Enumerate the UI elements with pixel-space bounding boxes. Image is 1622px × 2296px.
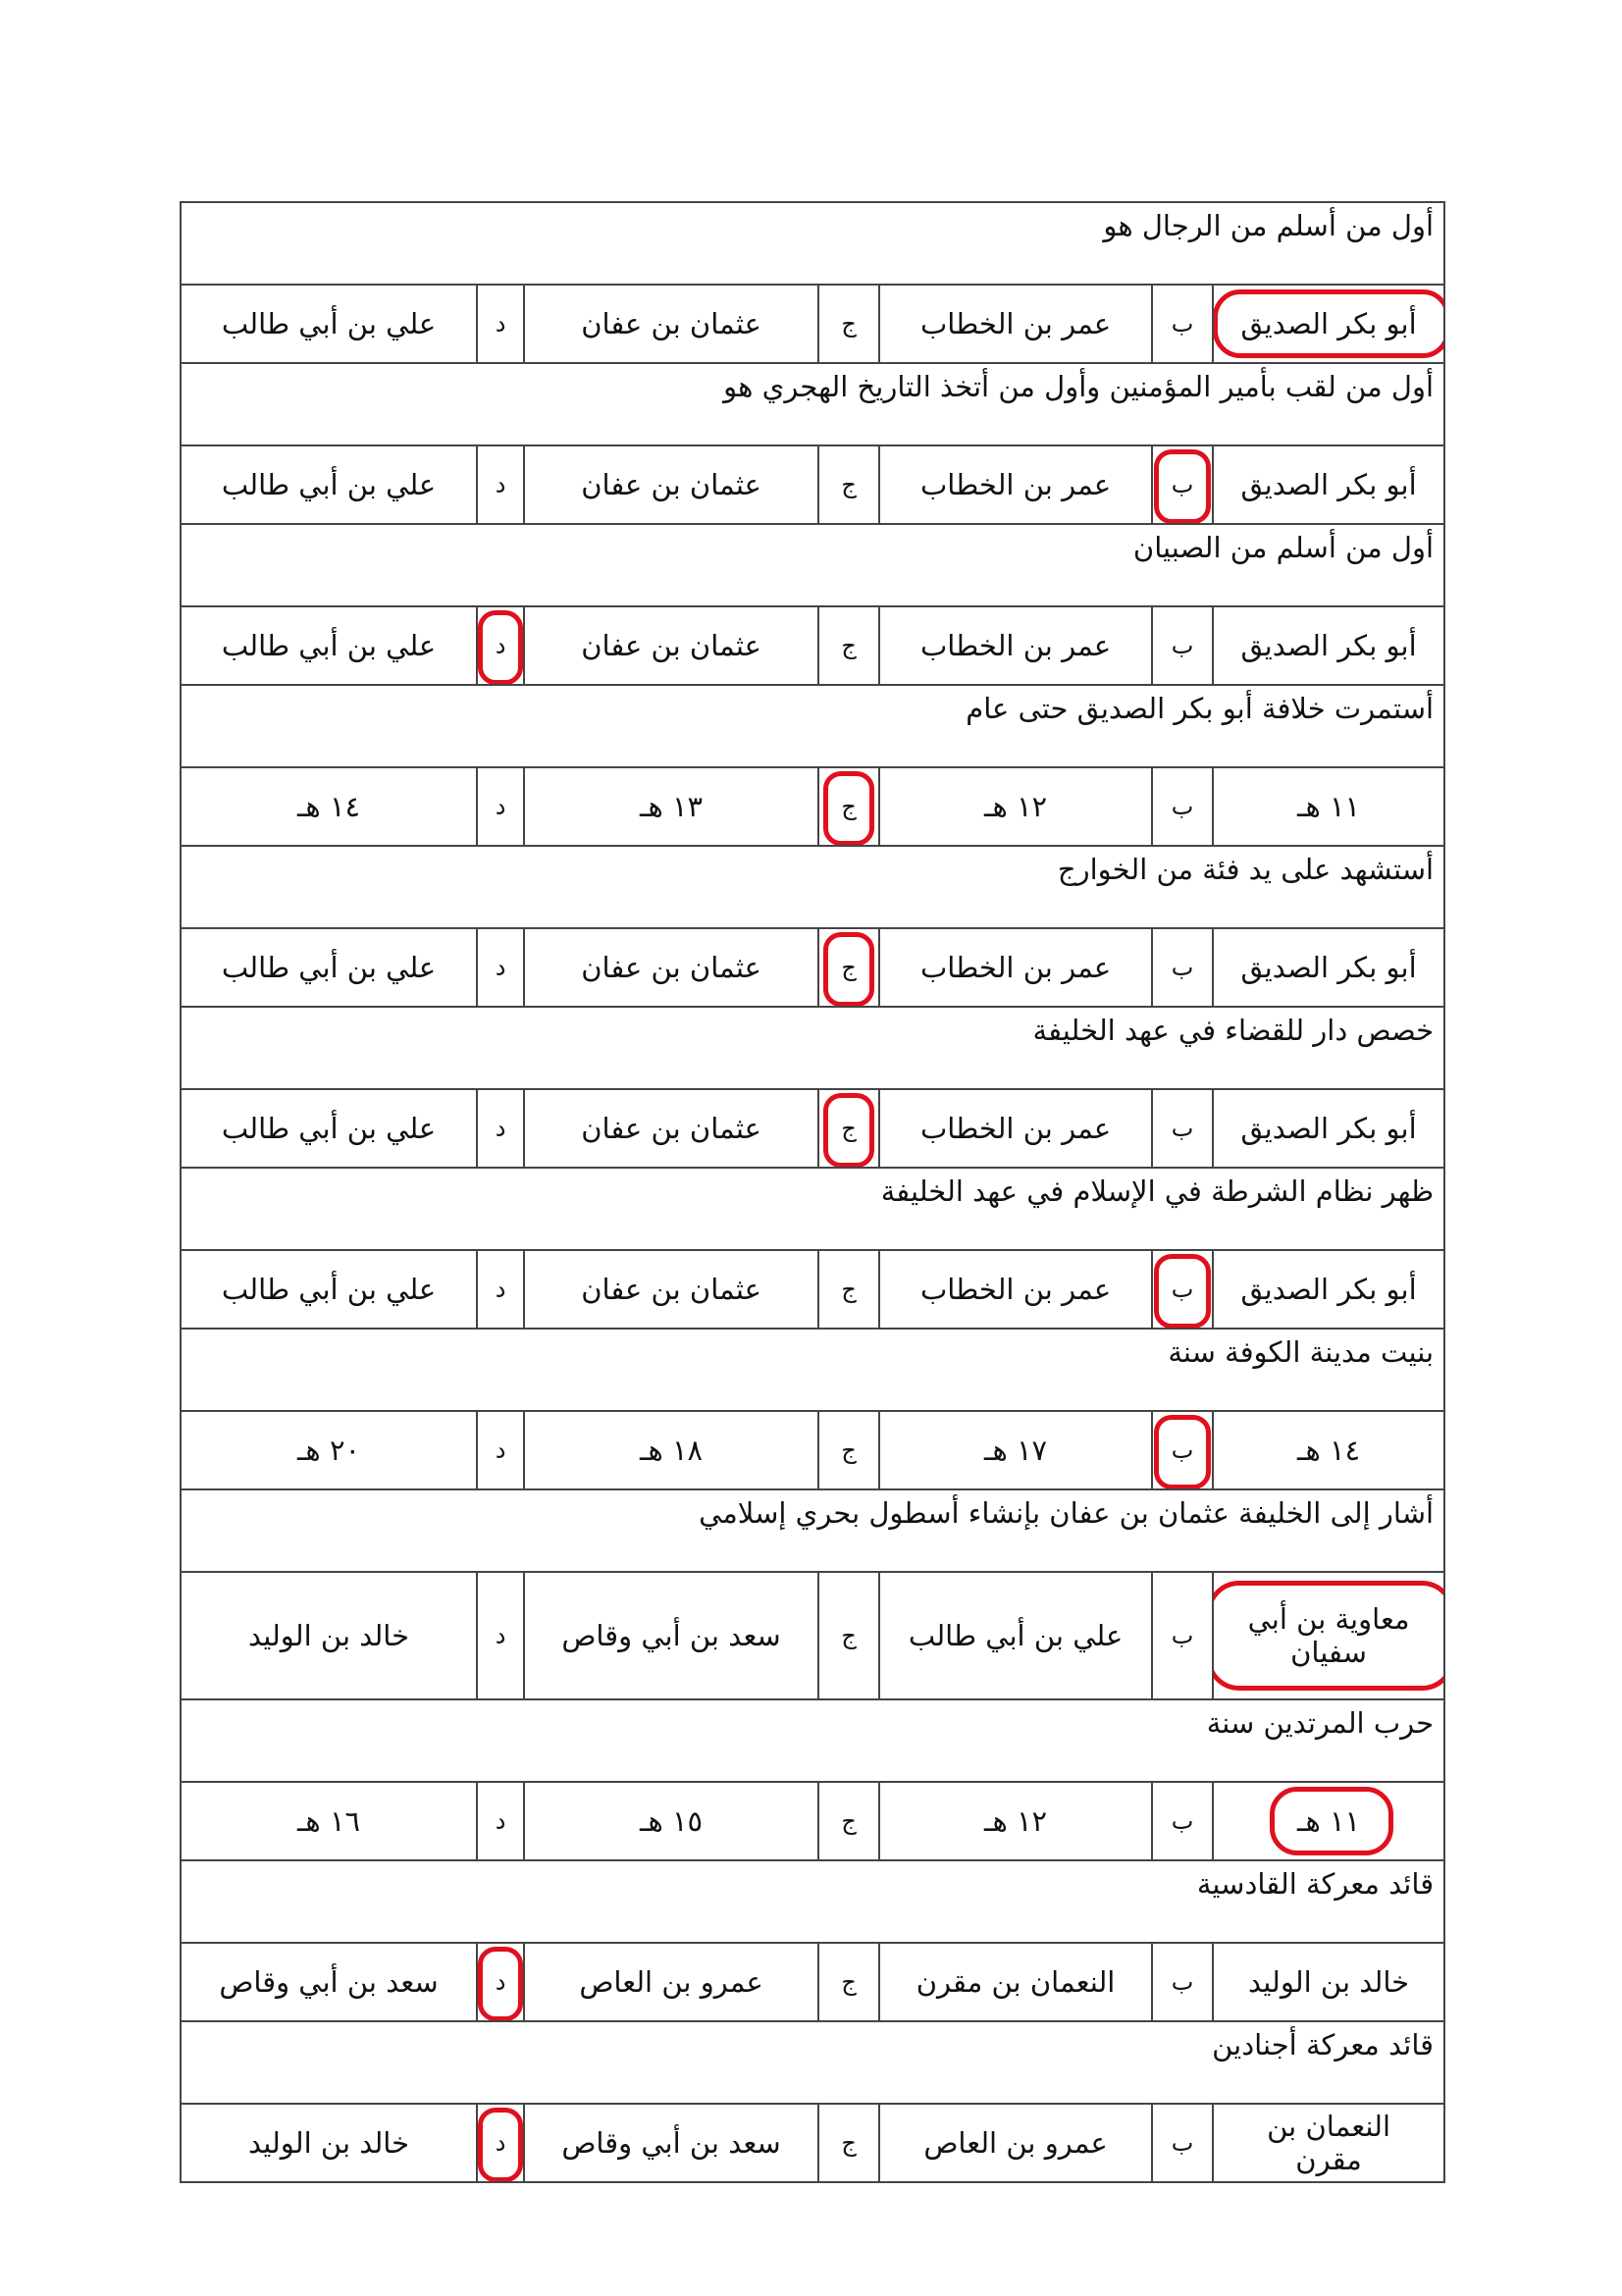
option-letter-b: ب bbox=[1171, 1115, 1194, 1142]
option-label-cell bbox=[1152, 1943, 1213, 2021]
option-label-cell bbox=[477, 445, 524, 524]
option-letter-b: ب bbox=[1171, 1807, 1194, 1835]
option-text: ١١ هـ bbox=[1296, 790, 1361, 823]
option-letter-d: د bbox=[495, 793, 506, 820]
option-letter-d: د bbox=[495, 954, 506, 981]
option-label-cell bbox=[818, 606, 879, 685]
option-d[interactable] bbox=[181, 1782, 477, 1860]
option-label-cell bbox=[1152, 445, 1213, 524]
option-text: ١٤ هـ bbox=[1296, 1434, 1361, 1467]
option-letter-c: ج bbox=[841, 1436, 857, 1464]
option-letter-b: ب bbox=[1171, 310, 1194, 338]
option-label-cell bbox=[818, 767, 879, 846]
option-b[interactable] bbox=[879, 445, 1152, 524]
option-text: خالد بن الوليد bbox=[247, 2126, 410, 2160]
option-d[interactable] bbox=[181, 2104, 477, 2182]
option-text: ١١ هـ bbox=[1291, 1804, 1366, 1838]
question-row bbox=[181, 202, 1444, 285]
option-letter-b: ب bbox=[1171, 793, 1194, 820]
option-text: عمر بن الخطاب bbox=[919, 951, 1112, 984]
question-text: أول من أسلم من الرجال هو bbox=[181, 202, 1444, 285]
option-text: علي بن أبي طالب bbox=[908, 1619, 1124, 1652]
option-text: أبو بكر الصديق bbox=[1240, 951, 1417, 984]
option-a[interactable] bbox=[1213, 767, 1444, 846]
option-letter-b: ب bbox=[1171, 1968, 1194, 1996]
option-b[interactable] bbox=[879, 767, 1152, 846]
question-row bbox=[181, 846, 1444, 928]
option-letter-d: د bbox=[495, 1115, 506, 1142]
option-label-cell bbox=[1152, 1572, 1213, 1699]
option-label-cell bbox=[818, 445, 879, 524]
option-label-cell bbox=[818, 1782, 879, 1860]
option-d[interactable] bbox=[181, 285, 477, 363]
option-text: علي بن أبي طالب bbox=[221, 1112, 437, 1145]
option-label-cell bbox=[1152, 2104, 1213, 2182]
option-text: ١٢ هـ bbox=[983, 1804, 1048, 1838]
option-letter-d: د bbox=[495, 1807, 506, 1835]
answer-row bbox=[181, 285, 1444, 363]
quiz-table bbox=[180, 201, 1445, 2183]
answer-row bbox=[181, 1782, 1444, 1860]
option-text: عثمان بن عفان bbox=[581, 629, 761, 662]
option-letter-b: ب bbox=[1171, 1622, 1194, 1649]
option-label-cell bbox=[818, 928, 879, 1007]
answer-row bbox=[181, 1943, 1444, 2021]
option-letter-d: د bbox=[495, 1622, 506, 1649]
option-label-cell bbox=[477, 1250, 524, 1329]
question-row bbox=[181, 1699, 1444, 1782]
option-a[interactable] bbox=[1213, 606, 1444, 685]
option-letter-c: ج bbox=[841, 310, 857, 338]
question-row bbox=[181, 1860, 1444, 1943]
option-label-cell bbox=[1152, 767, 1213, 846]
question-text: أول من أسلم من الصبيان bbox=[181, 524, 1444, 606]
option-c[interactable] bbox=[524, 1089, 818, 1168]
option-c[interactable] bbox=[524, 1411, 818, 1489]
option-text: علي بن أبي طالب bbox=[221, 629, 437, 662]
option-c[interactable] bbox=[524, 928, 818, 1007]
question-row bbox=[181, 2021, 1444, 2104]
option-letter-c: ج bbox=[841, 471, 857, 498]
option-label-cell bbox=[1152, 1782, 1213, 1860]
option-label-cell bbox=[1152, 1411, 1213, 1489]
option-b[interactable] bbox=[879, 1411, 1152, 1489]
question-row bbox=[181, 1329, 1444, 1411]
option-a[interactable] bbox=[1213, 1943, 1444, 2021]
answer-row bbox=[181, 1089, 1444, 1168]
question-text: حرب المرتدين سنة bbox=[181, 1699, 1444, 1782]
option-label-cell bbox=[818, 1089, 879, 1168]
option-text: أبو بكر الصديق bbox=[1240, 1273, 1417, 1306]
option-letter-c: ج bbox=[835, 1115, 863, 1142]
option-d[interactable] bbox=[181, 928, 477, 1007]
option-b[interactable] bbox=[879, 928, 1152, 1007]
option-a[interactable] bbox=[1213, 1411, 1444, 1489]
option-text: سعد بن أبي وقاص bbox=[561, 2126, 781, 2160]
question-row bbox=[181, 363, 1444, 445]
option-b[interactable] bbox=[879, 285, 1152, 363]
question-text: أستشهد على يد فئة من الخوارج bbox=[181, 846, 1444, 928]
option-letter-c: ج bbox=[841, 2129, 857, 2157]
option-d[interactable] bbox=[181, 1411, 477, 1489]
option-label-cell bbox=[818, 1943, 879, 2021]
option-letter-d: د bbox=[495, 310, 506, 338]
option-text: ١٧ هـ bbox=[983, 1434, 1048, 1467]
option-label-cell bbox=[1152, 1089, 1213, 1168]
question-text: أستمرت خلافة أبو بكر الصديق حتى عام bbox=[181, 685, 1444, 767]
option-text: ١٥ هـ bbox=[639, 1804, 704, 1838]
option-label-cell bbox=[818, 285, 879, 363]
option-letter-b: ب bbox=[1166, 1276, 1200, 1303]
option-c[interactable] bbox=[524, 445, 818, 524]
option-text: أبو بكر الصديق bbox=[1240, 629, 1417, 662]
answer-row bbox=[181, 1250, 1444, 1329]
question-text: بنيت مدينة الكوفة سنة bbox=[181, 1329, 1444, 1411]
option-text: أبو بكر الصديق bbox=[1234, 307, 1422, 340]
option-text: عثمان بن عفان bbox=[581, 307, 761, 340]
answer-row bbox=[181, 445, 1444, 524]
option-label-cell bbox=[477, 928, 524, 1007]
option-label-cell bbox=[818, 1411, 879, 1489]
option-label-cell bbox=[477, 767, 524, 846]
option-letter-c: ج bbox=[841, 632, 857, 659]
option-c[interactable] bbox=[524, 285, 818, 363]
question-text: ظهر نظام الشرطة في الإسلام في عهد الخليفة bbox=[181, 1168, 1444, 1250]
question-text: أشار إلى الخليفة عثمان بن عفان بإنشاء أسطول بحري إسلامي bbox=[181, 1489, 1444, 1572]
option-label-cell bbox=[1152, 928, 1213, 1007]
option-letter-c: ج bbox=[835, 954, 863, 981]
option-c[interactable] bbox=[524, 1250, 818, 1329]
option-letter-c: ج bbox=[841, 1276, 857, 1303]
answer-row bbox=[181, 767, 1444, 846]
option-text: علي بن أبي طالب bbox=[221, 468, 437, 501]
option-a[interactable] bbox=[1213, 1572, 1444, 1699]
option-label-cell bbox=[1152, 1250, 1213, 1329]
option-label-cell bbox=[818, 2104, 879, 2182]
question-text: خصص دار للقضاء في عهد الخليفة bbox=[181, 1007, 1444, 1089]
option-text: عمر بن الخطاب bbox=[919, 1112, 1112, 1145]
option-label-cell bbox=[477, 285, 524, 363]
option-text: خالد بن الوليد bbox=[247, 1619, 410, 1652]
option-letter-b: ب bbox=[1171, 632, 1194, 659]
option-b[interactable] bbox=[879, 1943, 1152, 2021]
option-text: النعمان بن مقرن bbox=[916, 1965, 1116, 1999]
option-text: سعد بن أبي وقاص bbox=[219, 1965, 439, 1999]
option-text: عمر بن الخطاب bbox=[919, 468, 1112, 501]
option-d[interactable] bbox=[181, 445, 477, 524]
option-text: أبو بكر الصديق bbox=[1240, 468, 1417, 501]
question-row bbox=[181, 1489, 1444, 1572]
option-text: سعد بن أبي وقاص bbox=[561, 1619, 781, 1652]
option-b[interactable] bbox=[879, 1782, 1152, 1860]
option-text: عمر بن الخطاب bbox=[919, 1273, 1112, 1306]
answer-row bbox=[181, 1572, 1444, 1699]
option-letter-d: د bbox=[490, 632, 512, 659]
option-text: علي بن أبي طالب bbox=[221, 951, 437, 984]
option-letter-c: ج bbox=[841, 1968, 857, 1996]
option-label-cell bbox=[477, 1943, 524, 2021]
option-text: ١٣ هـ bbox=[639, 790, 704, 823]
option-d[interactable] bbox=[181, 606, 477, 685]
answer-row bbox=[181, 2104, 1444, 2182]
option-label-cell bbox=[477, 1572, 524, 1699]
option-c[interactable] bbox=[524, 2104, 818, 2182]
option-text: عمر بن الخطاب bbox=[919, 629, 1112, 662]
option-label-cell bbox=[477, 1411, 524, 1489]
option-letter-b: ب bbox=[1166, 1436, 1200, 1464]
option-text: ١٢ هـ bbox=[983, 790, 1048, 823]
option-label-cell bbox=[477, 1782, 524, 1860]
option-letter-d: د bbox=[495, 1276, 506, 1303]
answer-row bbox=[181, 606, 1444, 685]
question-row bbox=[181, 685, 1444, 767]
option-letter-c: ج bbox=[835, 793, 863, 820]
option-b[interactable] bbox=[879, 1250, 1152, 1329]
option-d[interactable] bbox=[181, 767, 477, 846]
option-text: ١٨ هـ bbox=[639, 1434, 704, 1467]
option-a[interactable] bbox=[1213, 1250, 1444, 1329]
question-text: أول من لقب بأمير المؤمنين وأول من أتخذ التاريخ الهجري هو bbox=[181, 363, 1444, 445]
option-text: علي بن أبي طالب bbox=[221, 307, 437, 340]
option-label-cell bbox=[477, 1089, 524, 1168]
option-d[interactable] bbox=[181, 1089, 477, 1168]
option-label-cell bbox=[818, 1572, 879, 1699]
option-text: عمرو بن العاص bbox=[579, 1965, 763, 1999]
option-label-cell bbox=[1152, 606, 1213, 685]
option-text: عمر بن الخطاب bbox=[919, 307, 1112, 340]
option-label-cell bbox=[1152, 285, 1213, 363]
option-letter-d: د bbox=[490, 2129, 512, 2157]
option-label-cell bbox=[818, 1250, 879, 1329]
option-letter-d: د bbox=[495, 1436, 506, 1464]
question-row bbox=[181, 524, 1444, 606]
option-a[interactable] bbox=[1213, 928, 1444, 1007]
option-b[interactable] bbox=[879, 1572, 1152, 1699]
option-text: عثمان بن عفان bbox=[581, 951, 761, 984]
answer-row bbox=[181, 928, 1444, 1007]
option-label-cell bbox=[477, 606, 524, 685]
option-b[interactable] bbox=[879, 2104, 1152, 2182]
option-text: عمرو بن العاص bbox=[923, 2126, 1108, 2160]
option-text: عثمان بن عفان bbox=[581, 1112, 761, 1145]
option-text: خالد بن الوليد bbox=[1248, 1965, 1410, 1999]
option-text: علي بن أبي طالب bbox=[221, 1273, 437, 1306]
option-a[interactable] bbox=[1213, 1782, 1444, 1860]
option-a[interactable] bbox=[1213, 445, 1444, 524]
option-text: ٢٠ هـ bbox=[296, 1434, 361, 1467]
option-c[interactable] bbox=[524, 606, 818, 685]
option-letter-c: ج bbox=[841, 1622, 857, 1649]
option-d[interactable] bbox=[181, 1943, 477, 2021]
option-c[interactable] bbox=[524, 1572, 818, 1699]
question-row bbox=[181, 1168, 1444, 1250]
option-text: النعمان بن مقرن bbox=[1267, 2110, 1391, 2176]
option-letter-c: ج bbox=[841, 1807, 857, 1835]
question-text: قائد معركة القادسية bbox=[181, 1860, 1444, 1943]
option-text: عثمان بن عفان bbox=[581, 1273, 761, 1306]
option-a[interactable] bbox=[1213, 2104, 1444, 2182]
question-row bbox=[181, 1007, 1444, 1089]
option-a[interactable] bbox=[1213, 285, 1444, 363]
option-text: ١٤ هـ bbox=[296, 790, 361, 823]
option-b[interactable] bbox=[879, 1089, 1152, 1168]
option-text: أبو بكر الصديق bbox=[1240, 1112, 1417, 1145]
option-d[interactable] bbox=[181, 1250, 477, 1329]
option-c[interactable] bbox=[524, 767, 818, 846]
question-text: قائد معركة أجنادين bbox=[181, 2021, 1444, 2104]
option-b[interactable] bbox=[879, 606, 1152, 685]
option-text: معاوية بن أبي سفيان bbox=[1224, 1602, 1434, 1669]
option-letter-d: د bbox=[490, 1968, 512, 1996]
option-letter-b: ب bbox=[1171, 2129, 1194, 2157]
option-c[interactable] bbox=[524, 1943, 818, 2021]
option-text: عثمان بن عفان bbox=[581, 468, 761, 501]
option-a[interactable] bbox=[1213, 1089, 1444, 1168]
option-letter-d: د bbox=[495, 471, 506, 498]
option-c[interactable] bbox=[524, 1782, 818, 1860]
answer-row bbox=[181, 1411, 1444, 1489]
option-label-cell bbox=[477, 2104, 524, 2182]
option-text: ١٦ هـ bbox=[296, 1804, 361, 1838]
option-letter-b: ب bbox=[1166, 471, 1200, 498]
option-d[interactable] bbox=[181, 1572, 477, 1699]
option-letter-b: ب bbox=[1171, 954, 1194, 981]
